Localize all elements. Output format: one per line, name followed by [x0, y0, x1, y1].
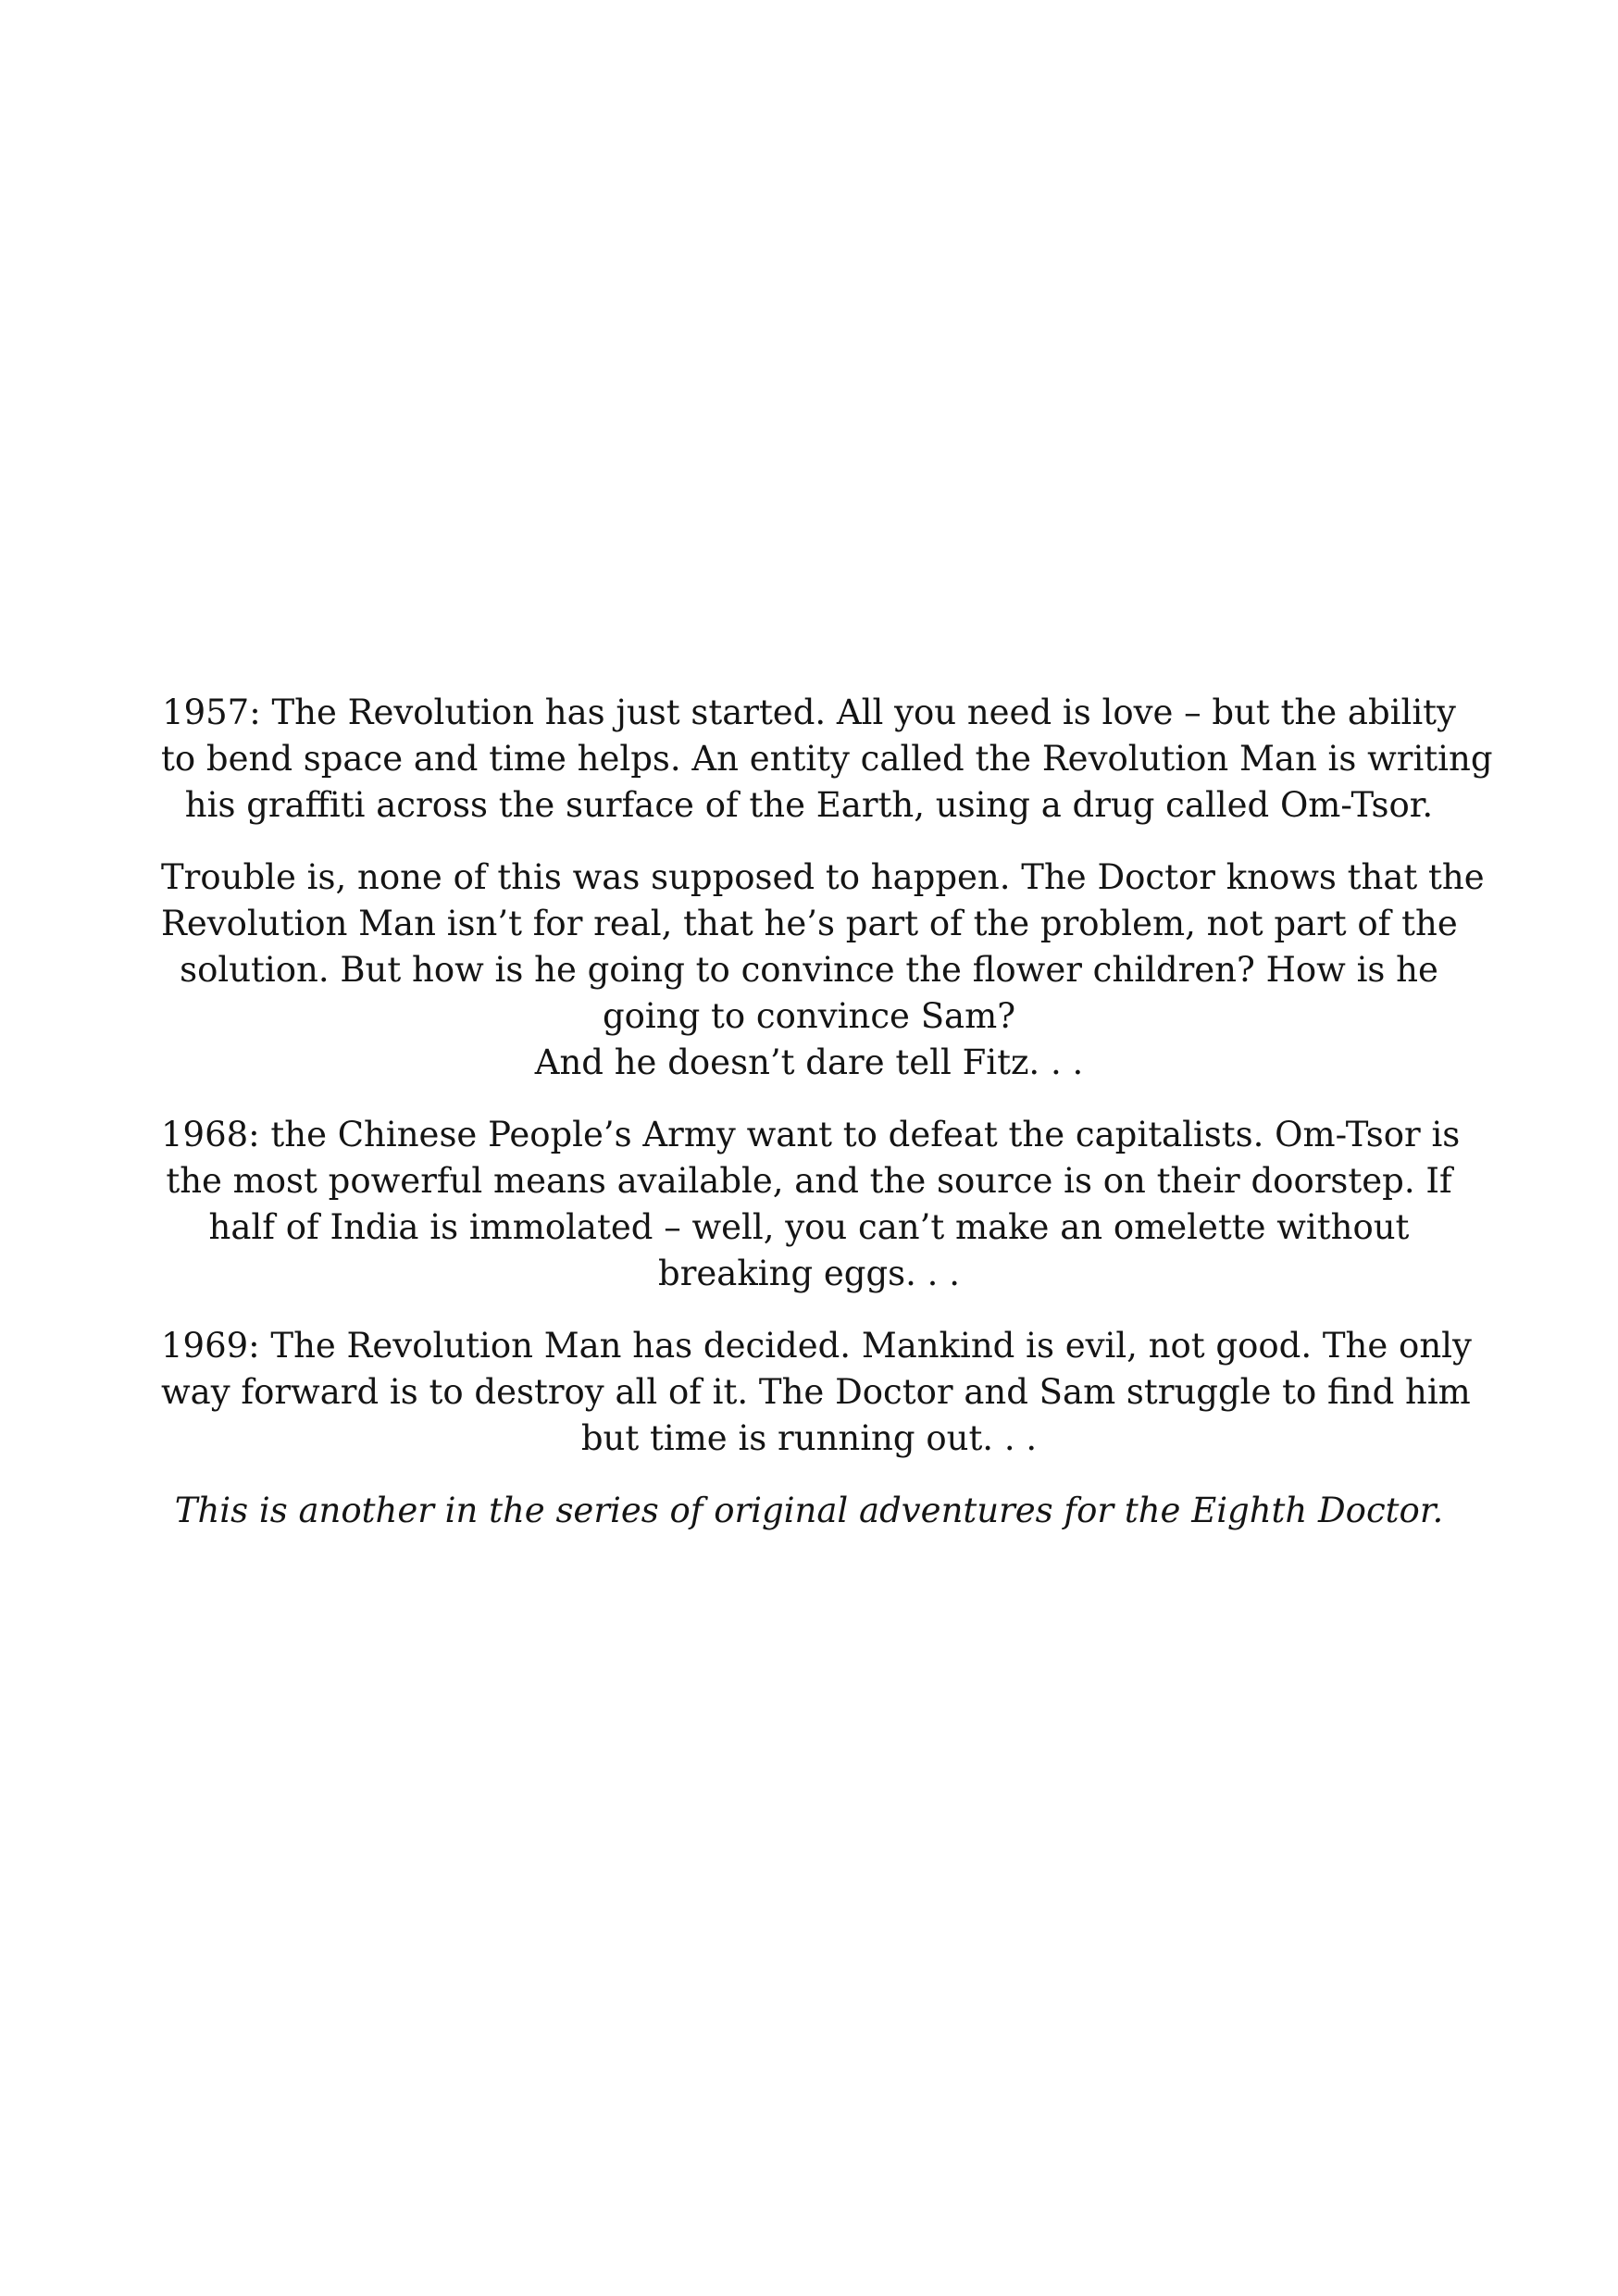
text-line: to bend space and time helps. An entity called the Revolution Man is writing: [161, 739, 1493, 779]
series-tagline: This is another in the series of original adventures for the Eighth Doctor.: [174, 1491, 1444, 1530]
text-line: the most powerful means available, and the source is on their doorstep. If: [166, 1161, 1452, 1201]
text-line: solution. But how is he going to convince the flower children? How is he: [180, 950, 1438, 990]
text-line: but time is running out. . .: [580, 1418, 1038, 1458]
paragraph-trouble: [161, 855, 1485, 1086]
text-line: Revolution Man isn’t for real, that he’s part of the problem, not part of the: [161, 904, 1458, 943]
text-line: going to convince Sam?: [602, 996, 1016, 1036]
text-line: way forward is to destroy all of it. The Doctor and Sam struggle to find him: [161, 1372, 1471, 1412]
text-line: 1957: The Revolution has just started. All you need is love – but the ability: [162, 693, 1456, 732]
paragraph-1968: [161, 1112, 1461, 1297]
paragraph-1957: [161, 690, 1493, 829]
text-line: breaking eggs. . .: [658, 1254, 960, 1293]
text-line: Trouble is, none of this was supposed to happen. The Doctor knows that the: [161, 857, 1485, 897]
paragraph-1969: [161, 1323, 1472, 1462]
text-line: And he doesn’t dare tell Fitz. . .: [534, 1042, 1084, 1082]
text-line: 1969: The Revolution Man has decided. Mankind is evil, not good. The only: [161, 1326, 1472, 1366]
text-line: half of India is immolated – well, you can’t make an omelette without: [208, 1207, 1410, 1247]
blurb-text: [161, 690, 1493, 1534]
text-line: 1968: the Chinese People’s Army want to defeat the capitalists. Om-Tsor is: [161, 1115, 1461, 1154]
text-line: his graffiti across the surface of the Earth, using a drug called Om-Tsor.: [184, 785, 1434, 825]
